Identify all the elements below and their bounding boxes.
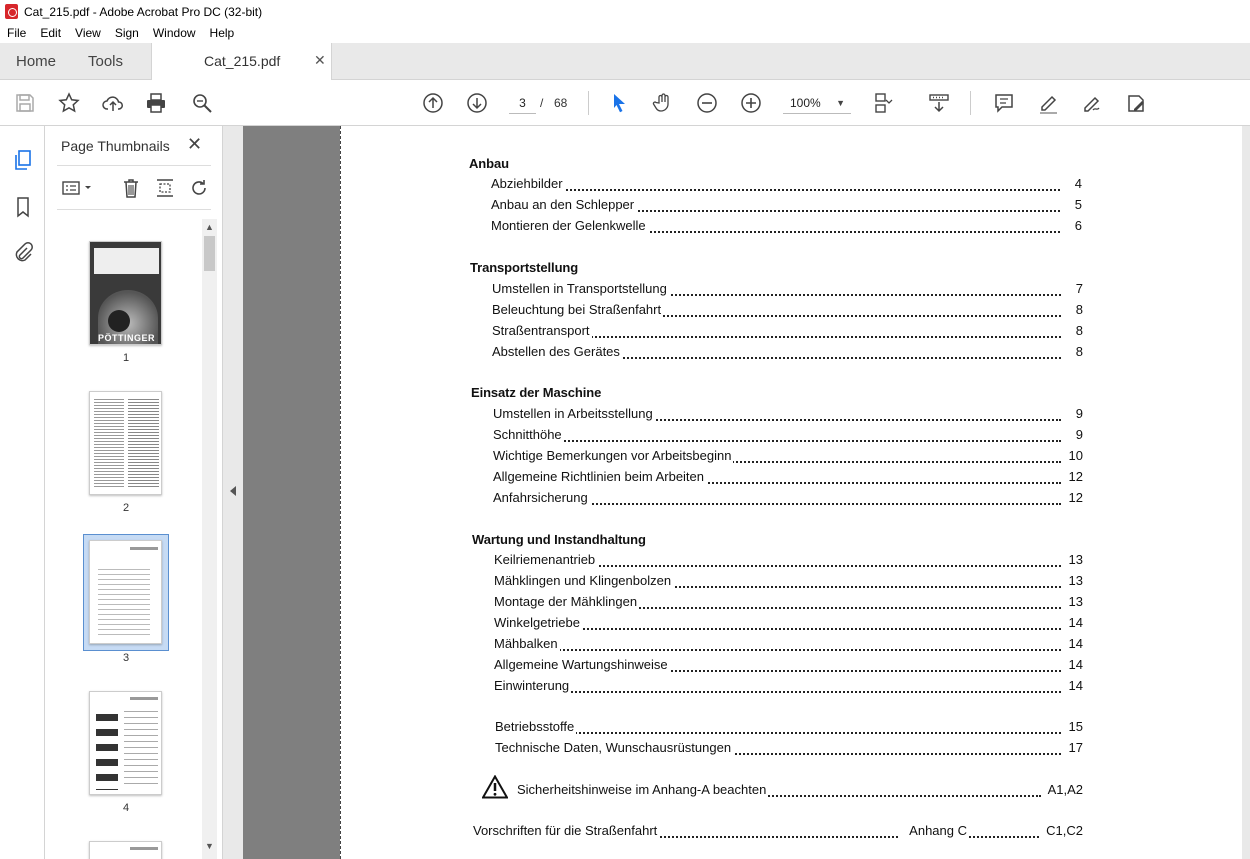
zoom-level-select[interactable] — [783, 92, 851, 114]
panel-title: Page Thumbnails — [61, 138, 170, 154]
zoom-out-icon[interactable] — [694, 90, 720, 116]
page-thumbnail-3[interactable] — [89, 540, 162, 644]
window-title: Cat_215.pdf - Adobe Acrobat Pro DC (32-bit) — [24, 4, 263, 19]
close-panel-icon[interactable]: ✕ — [187, 134, 203, 154]
tab-tools[interactable]: Tools — [88, 53, 124, 70]
menu-edit[interactable]: Edit — [40, 26, 62, 40]
main-toolbar — [0, 80, 1250, 126]
next-page-icon[interactable] — [464, 90, 490, 116]
previous-page-icon[interactable] — [420, 90, 446, 116]
draw-sign-icon[interactable] — [1079, 90, 1105, 116]
tab-document[interactable] — [151, 43, 332, 80]
toolbar-divider — [970, 91, 971, 115]
toc-entry: Keilriemenantrieb 13 — [494, 552, 1083, 567]
toc-entry: Schnitthöhe 9 — [493, 427, 1083, 442]
toc-entry: Umstellen in Transportstellung 7 — [492, 281, 1083, 296]
zoom-in-icon[interactable] — [738, 90, 764, 116]
cover-circle — [108, 310, 130, 332]
menu-sign[interactable]: Sign — [114, 26, 139, 40]
thumb-text-column — [94, 397, 124, 489]
toc-entry: Mähklingen und Klingenbolzen 13 — [494, 573, 1083, 588]
thumb-header-line — [130, 847, 158, 850]
toc-entry: Allgemeine Richtlinien beim Arbeiten 12 — [493, 469, 1083, 484]
window-titlebar — [0, 0, 1250, 23]
thumbnail-page-number: 1 — [122, 352, 130, 364]
toc-entry: Umstellen in Arbeitsstellung 9 — [493, 406, 1083, 421]
toc-section-title: Wartung und Instandhaltung — [472, 532, 646, 547]
thumb-header-line — [130, 547, 158, 550]
thumbnail-page-number: 3 — [122, 652, 130, 664]
toc-entry: Mähbalken 14 — [494, 636, 1083, 651]
cover-brand-logo: PÖTTINGER — [97, 333, 155, 343]
menu-file[interactable]: File — [7, 26, 27, 40]
page-display-icon[interactable] — [870, 90, 896, 116]
toc-entry: Beleuchtung bei Straßenfahrt 8 — [492, 302, 1083, 317]
fill-sign-icon[interactable] — [1123, 90, 1149, 116]
options-menu-icon[interactable] — [59, 176, 97, 200]
document-tab-name: Cat_215.pdf — [204, 53, 281, 69]
page-thumbnail-5[interactable] — [89, 841, 162, 859]
tab-bar — [0, 43, 1250, 80]
toc-entry: Wichtige Bemerkungen vor Arbeitsbeginn 10 — [493, 448, 1083, 463]
attachment-icon[interactable] — [11, 240, 35, 264]
toc-entry: Straßentransport 8 — [492, 323, 1083, 338]
collapse-panel-handle[interactable] — [223, 126, 243, 859]
scroll-up-icon[interactable]: ▲ — [205, 222, 214, 232]
pdf-app-icon — [5, 4, 18, 19]
navigation-rail — [0, 126, 45, 859]
page-number-input[interactable]: 3 — [509, 92, 536, 114]
highlight-pen-icon[interactable] — [1035, 90, 1061, 116]
bookmark-icon[interactable] — [11, 195, 35, 219]
page-thumbnails-panel — [45, 126, 223, 859]
toc-section-title: Anbau — [469, 156, 509, 171]
print-icon[interactable] — [143, 90, 169, 116]
table-of-contents — [341, 126, 1243, 859]
bookmark-star-icon[interactable] — [56, 90, 82, 116]
page-thumbnail-2[interactable] — [89, 391, 162, 495]
toc-entry: Winkelgetriebe 14 — [494, 615, 1083, 630]
hand-tool-icon[interactable] — [650, 90, 676, 116]
extract-page-icon[interactable] — [153, 176, 177, 200]
warning-triangle-icon — [482, 775, 508, 799]
thumb-text-column — [128, 397, 159, 489]
toc-entry: Montieren der Gelenkwelle 6 — [491, 218, 1082, 233]
panel-divider — [57, 209, 211, 210]
toc-entry: Montage der Mähklingen 13 — [494, 594, 1083, 609]
toc-entry: Anfahrsicherung 12 — [493, 490, 1083, 505]
thumb-warning-symbols — [96, 706, 118, 790]
page-separator: / — [540, 96, 544, 110]
page-thumbnail-1[interactable] — [89, 241, 162, 345]
zoom-level-value: 100% — [790, 96, 821, 110]
close-tab-icon[interactable]: ✕ — [314, 52, 326, 68]
total-pages: 68 — [554, 96, 568, 110]
pdf-page — [340, 126, 1242, 859]
thumbnail-page-number: 4 — [122, 802, 130, 814]
toc-entry: Abstellen des Gerätes 8 — [492, 344, 1083, 359]
menu-bar — [0, 23, 1250, 43]
thumb-toc-lines — [98, 565, 150, 635]
page-thumbnail-4[interactable] — [89, 691, 162, 795]
cover-label-box — [94, 248, 159, 274]
comment-icon[interactable] — [991, 90, 1017, 116]
toc-entry: Betriebsstoffe 15 — [495, 719, 1083, 734]
toolbar-divider — [588, 91, 589, 115]
toc-entry: Abziehbilder 4 — [491, 176, 1082, 191]
save-icon[interactable] — [12, 90, 38, 116]
rotate-page-icon[interactable] — [187, 176, 211, 200]
page-thumbnails-icon[interactable] — [11, 148, 35, 172]
delete-page-icon[interactable] — [119, 176, 143, 200]
select-cursor-icon[interactable] — [606, 90, 632, 116]
toc-entry: Anbau an den Schlepper 5 — [491, 197, 1082, 212]
chevron-down-icon: ▼ — [836, 98, 845, 108]
menu-help[interactable]: Help — [209, 26, 235, 40]
thumb-text-lines — [124, 706, 158, 786]
upload-cloud-icon[interactable] — [100, 90, 126, 116]
scroll-down-icon[interactable]: ▼ — [205, 841, 214, 851]
toc-entry-safety: Sicherheitshinweise im Anhang-A beachten A1,A2 — [517, 782, 1083, 797]
document-scrollbar[interactable] — [1242, 126, 1250, 859]
menu-view[interactable]: View — [75, 26, 101, 40]
document-viewer[interactable] — [243, 126, 1250, 859]
toc-section-title: Transportstellung — [470, 260, 579, 275]
menu-window[interactable]: Window — [152, 26, 196, 40]
scrollbar-thumb[interactable] — [204, 236, 215, 271]
tab-home[interactable]: Home — [16, 53, 57, 70]
thumb-header-line — [130, 697, 158, 700]
toc-section-title: Einsatz der Maschine — [471, 385, 602, 400]
panel-divider — [57, 165, 211, 166]
toc-entry: Technische Daten, Wunschausrüstungen 17 — [495, 740, 1083, 755]
toc-entry: Einwinterung 14 — [494, 678, 1083, 693]
thumbnail-page-number: 2 — [122, 502, 130, 514]
toc-entry-road: Vorschriften für die Straßenfahrt Anhang C C1,C2 — [473, 823, 1083, 838]
toc-entry: Allgemeine Wartungshinweise 14 — [494, 657, 1083, 672]
find-zoom-icon[interactable] — [189, 90, 215, 116]
chevron-left-icon — [230, 486, 236, 496]
thumbnail-scrollbar[interactable] — [202, 219, 217, 859]
scroll-mode-icon[interactable] — [926, 90, 952, 116]
